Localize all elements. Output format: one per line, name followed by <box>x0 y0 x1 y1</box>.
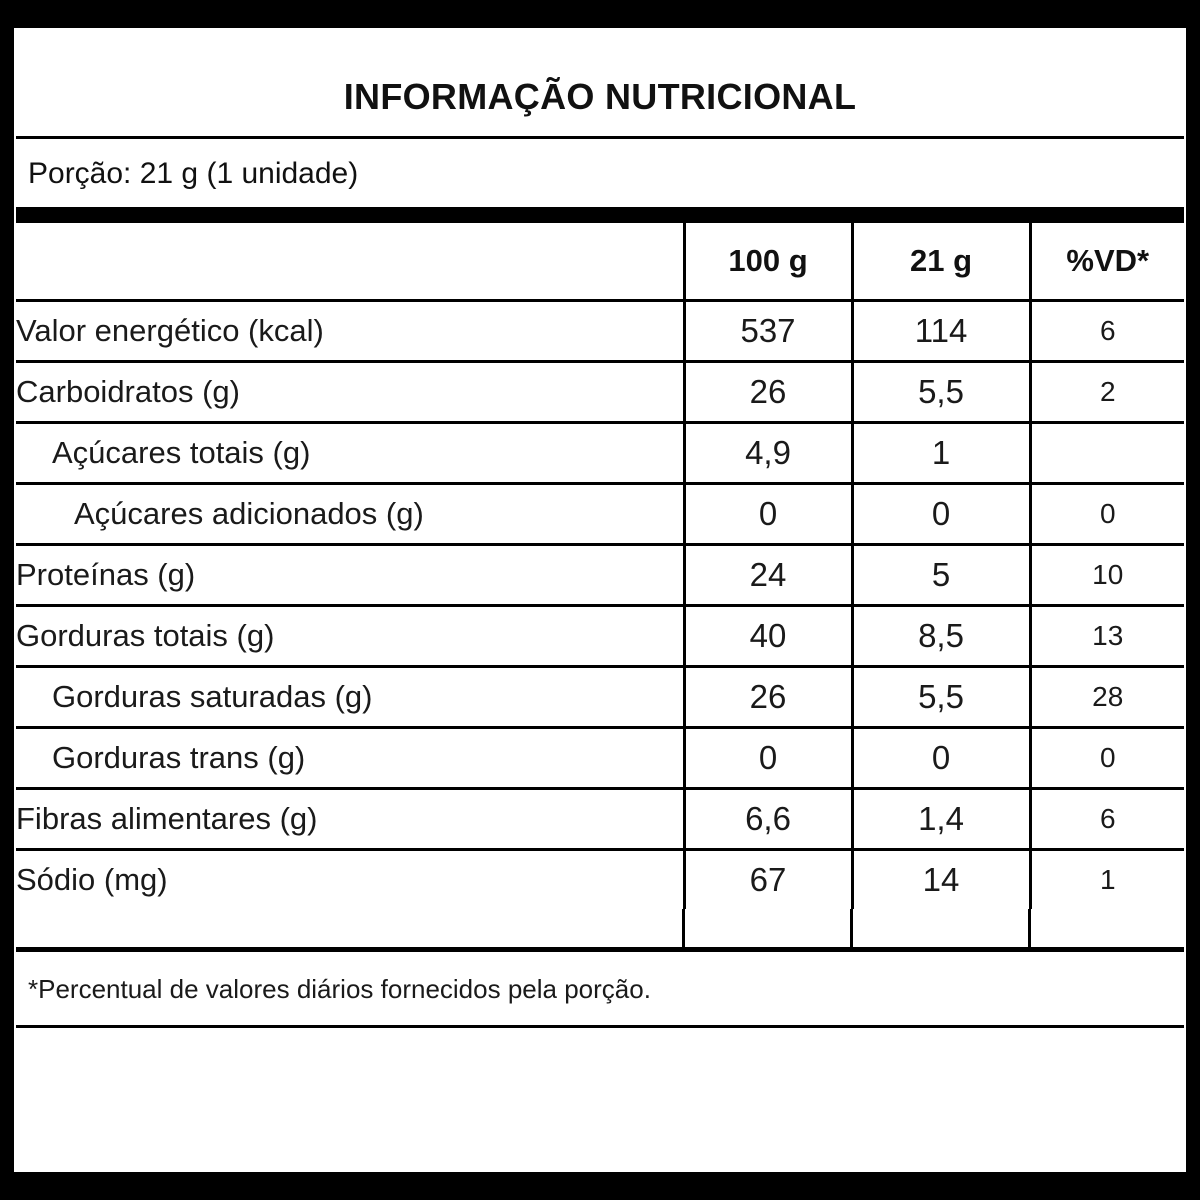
value-per-100g: 26 <box>684 667 852 728</box>
value-vd: 6 <box>1030 789 1184 850</box>
nutrient-name: Gorduras saturadas (g) <box>16 667 684 728</box>
value-vd: 1 <box>1030 850 1184 910</box>
table-row <box>16 667 1184 728</box>
nutrition-table <box>16 223 1184 909</box>
value-per-100g: 4,9 <box>684 423 852 484</box>
value-per-portion: 0 <box>852 728 1030 789</box>
value-vd: 0 <box>1030 484 1184 545</box>
column-header-per-portion: 21 g <box>852 223 1030 301</box>
column-header-nutrient <box>16 223 684 301</box>
column-rule-1 <box>682 909 685 947</box>
nutrient-name: Carboidratos (g) <box>16 362 684 423</box>
nutrient-name: Açúcares adicionados (g) <box>16 484 684 545</box>
portion-text: Porção: 21 g (1 unidade) <box>28 157 359 190</box>
table-row <box>16 606 1184 667</box>
label-top-border <box>0 0 1200 28</box>
label-left-border <box>0 0 14 1200</box>
column-rule-3 <box>1028 909 1031 947</box>
nutrient-name: Gorduras trans (g) <box>16 728 684 789</box>
value-per-100g: 40 <box>684 606 852 667</box>
table-row <box>16 362 1184 423</box>
column-rule-2 <box>850 909 853 947</box>
table-header <box>16 223 1184 301</box>
table-row <box>16 789 1184 850</box>
value-per-100g: 6,6 <box>684 789 852 850</box>
value-vd: 0 <box>1030 728 1184 789</box>
footnote-text: *Percentual de valores diários fornecidos pela porção. <box>28 974 651 1004</box>
page-title: INFORMAÇÃO NUTRICIONAL <box>343 76 857 117</box>
label-right-border <box>1186 0 1200 1200</box>
nutrient-name: Sódio (mg) <box>16 862 168 897</box>
table-row <box>16 545 1184 606</box>
value-vd: 2 <box>1030 362 1184 423</box>
nutrient-name: Açúcares totais (g) <box>16 423 684 484</box>
table-header-row <box>16 223 1184 301</box>
value-per-portion: 14 <box>852 850 1030 910</box>
column-header-per-100g: 100 g <box>684 223 852 301</box>
table-row <box>16 728 1184 789</box>
value-per-100g: 0 <box>684 728 852 789</box>
value-vd: 13 <box>1030 606 1184 667</box>
value-vd: 28 <box>1030 667 1184 728</box>
value-per-portion: 5,5 <box>852 667 1030 728</box>
table-row <box>16 423 1184 484</box>
value-per-100g: 67 <box>684 850 852 910</box>
value-per-portion: 0 <box>852 484 1030 545</box>
label-bottom-border <box>0 1172 1200 1200</box>
nutrient-name: Gorduras totais (g) <box>16 606 684 667</box>
value-vd: 10 <box>1030 545 1184 606</box>
table-body <box>16 301 1184 910</box>
value-vd: 6 <box>1030 301 1184 362</box>
column-header-vd: %VD* <box>1030 223 1184 301</box>
value-vd <box>1030 423 1184 484</box>
header-thick-divider <box>16 207 1184 223</box>
nutrient-name: Fibras alimentares (g) <box>16 789 684 850</box>
value-per-portion: 1,4 <box>852 789 1030 850</box>
value-per-100g: 0 <box>684 484 852 545</box>
label-inner <box>14 28 1186 1172</box>
value-per-portion: 5,5 <box>852 362 1030 423</box>
value-per-100g: 537 <box>684 301 852 362</box>
table-row <box>16 484 1184 545</box>
value-per-100g: 24 <box>684 545 852 606</box>
footnote-divider <box>16 1025 1184 1028</box>
value-per-portion: 5 <box>852 545 1030 606</box>
value-per-100g: 26 <box>684 362 852 423</box>
nutrient-name: Proteínas (g) <box>16 545 684 606</box>
value-per-portion: 8,5 <box>852 606 1030 667</box>
value-per-portion: 114 <box>852 301 1030 362</box>
table-row <box>16 301 1184 362</box>
table-row <box>16 850 1184 910</box>
table-column-rules-tail <box>16 909 1184 947</box>
nutrient-name: Valor energético (kcal) <box>16 301 684 362</box>
value-per-portion: 1 <box>852 423 1030 484</box>
